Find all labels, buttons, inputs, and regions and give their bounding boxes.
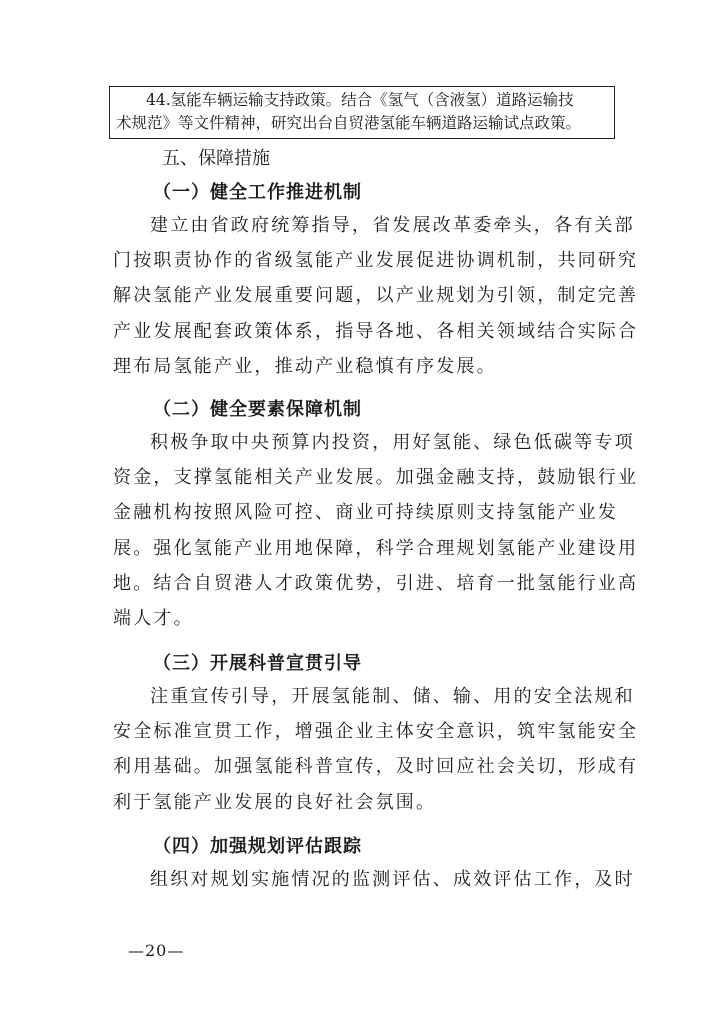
subsection-heading-2: （二）健全要素保障机制 bbox=[153, 399, 362, 420]
body-line: 产业发展配套政策体系，指导各地、各相关领域结合实际合 bbox=[113, 320, 639, 342]
boxed-item-line-1: 44.氢能车辆运输支持政策。结合《氢气（含液氢）道路运输技 bbox=[146, 91, 574, 109]
body-line: 解决氢能产业发展重要问题，以产业规划为引领，制定完善 bbox=[113, 285, 639, 307]
subsection-body-2 bbox=[113, 425, 639, 636]
page-number: —20— bbox=[128, 941, 185, 960]
subsection-heading-3: （三）开展科普宣贯引导 bbox=[153, 653, 362, 674]
body-line: 地。结合自贸港人才政策优势，引进、培育一批氢能行业高 bbox=[113, 572, 639, 594]
body-line: 利于氢能产业发展的良好社会氛围。 bbox=[113, 791, 437, 813]
body-line: 利用基础。加强氢能科普宣传，及时回应社会关切，形成有 bbox=[113, 756, 639, 778]
body-line: 理布局氢能产业，推动产业稳慎有序发展。 bbox=[113, 355, 497, 377]
body-line: 展。强化氢能产业用地保障，科学合理规划氢能产业建设用 bbox=[113, 537, 639, 559]
body-line: 组织对规划实施情况的监测评估、成效评估工作，及时 bbox=[150, 869, 635, 890]
body-line: 资金，支撑氢能相关产业发展。加强金融支持，鼓励银行业 bbox=[113, 467, 639, 489]
subsection-heading-1: （一）健全工作推进机制 bbox=[153, 182, 362, 203]
body-line: 端人才。 bbox=[113, 607, 194, 629]
boxed-item-line-2: 术规范》等文件精神，研究出台自贸港氢能车辆道路运输试点政策。 bbox=[116, 114, 582, 132]
subsection-body-4 bbox=[113, 862, 635, 897]
body-line: 安全标准宣贯工作，增强企业主体安全意识，筑牢氢能安全 bbox=[113, 721, 639, 743]
subsection-heading-4: （四）加强规划评估跟踪 bbox=[153, 836, 362, 857]
boxed-policy-item bbox=[109, 86, 615, 139]
subsection-body-3 bbox=[113, 679, 639, 820]
body-line: 积极争取中央预算内投资，用好氢能、绿色低碳等专项 bbox=[150, 432, 635, 453]
body-line: 门按职责协作的省级氢能产业发展促进协调机制，共同研究 bbox=[113, 250, 639, 272]
body-line: 金融机构按照风险可控、商业可持续原则支持氢能产业发 bbox=[113, 502, 618, 524]
body-line: 注重宣传引导，开展氢能制、储、输、用的安全法规和 bbox=[150, 686, 635, 707]
section-title: 五、保障措施 bbox=[162, 148, 270, 169]
subsection-body-1 bbox=[113, 208, 639, 384]
body-line: 建立由省政府统筹指导，省发展改革委牵头，各有关部 bbox=[150, 215, 635, 236]
